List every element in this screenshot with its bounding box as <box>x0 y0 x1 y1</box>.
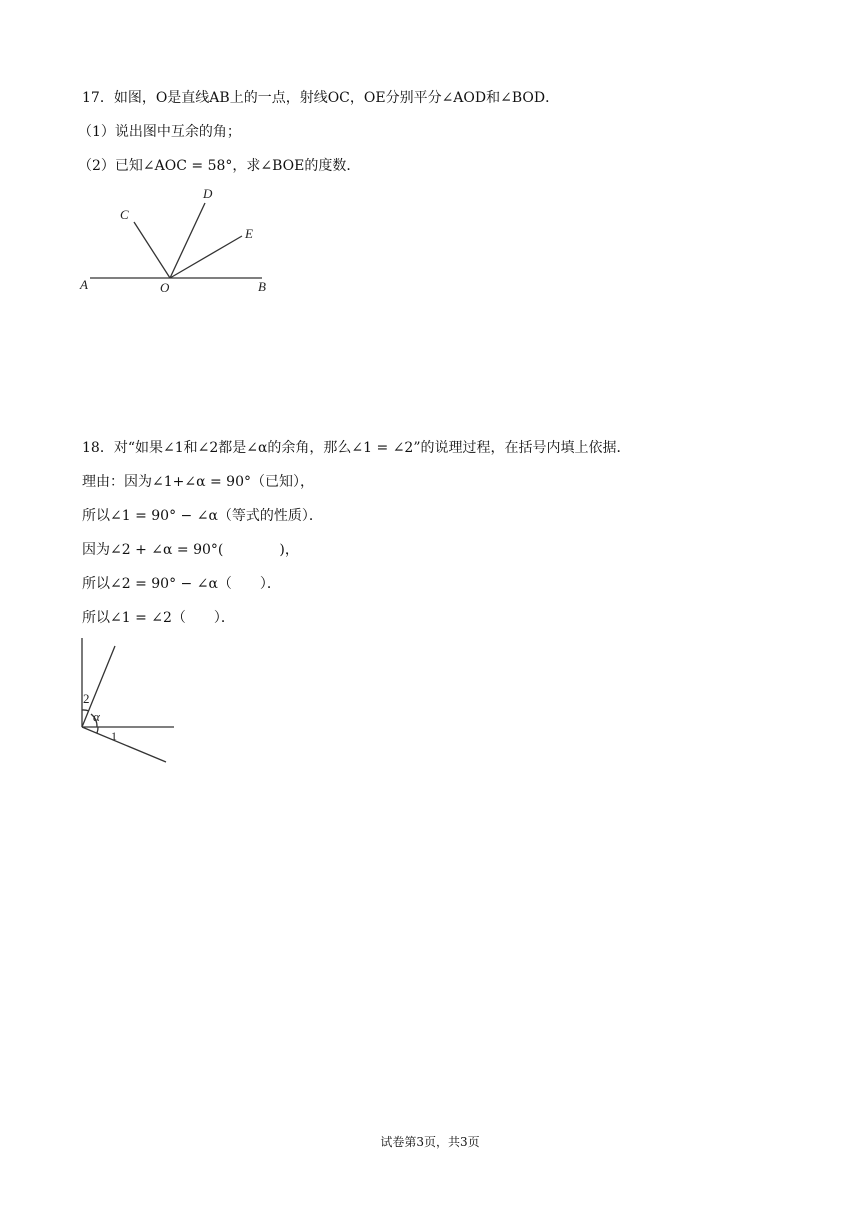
label-a: A <box>80 277 88 292</box>
label-1: 1 <box>111 729 117 743</box>
q18-line2: 所以∠1 = 90° − ∠α（等式的性质）． <box>82 508 323 524</box>
label-alpha: α <box>93 709 100 724</box>
q18-stem: 18．对“如果∠1和∠2都是∠α的余角，那么∠1 = ∠2”的说理过程，在括号内填上依据． <box>82 440 631 456</box>
label-d: D <box>203 186 213 201</box>
label-c: C <box>120 207 129 222</box>
q17-part1: （1）说出图中互余的角； <box>78 124 241 140</box>
q17-stem: 17．如图，O是直线AB上的一点，射线OC，OE分别平分∠AOD和∠BOD． <box>82 90 560 106</box>
label-2: 2 <box>83 691 90 706</box>
q18-line3: 因为∠2 + ∠α = 90°( )， <box>82 542 299 558</box>
angle-mark-1 <box>97 727 98 733</box>
page-footer: 试卷第3页，共3页 <box>380 1135 480 1149</box>
label-b: B <box>258 279 266 294</box>
angle-mark-2 <box>82 710 89 711</box>
label-o: O <box>160 280 170 295</box>
q18-line5: 所以∠1 = ∠2（ ）． <box>82 610 235 626</box>
q18-line4: 所以∠2 = 90° − ∠α（ ）． <box>82 576 281 592</box>
label-e: E <box>245 226 253 241</box>
lower-ray <box>82 727 166 762</box>
q18-line1: 理由：因为∠1+∠α = 90°（已知）， <box>82 474 314 490</box>
q17-part2: （2）已知∠AOC = 58°，求∠BOE的度数． <box>78 158 361 174</box>
